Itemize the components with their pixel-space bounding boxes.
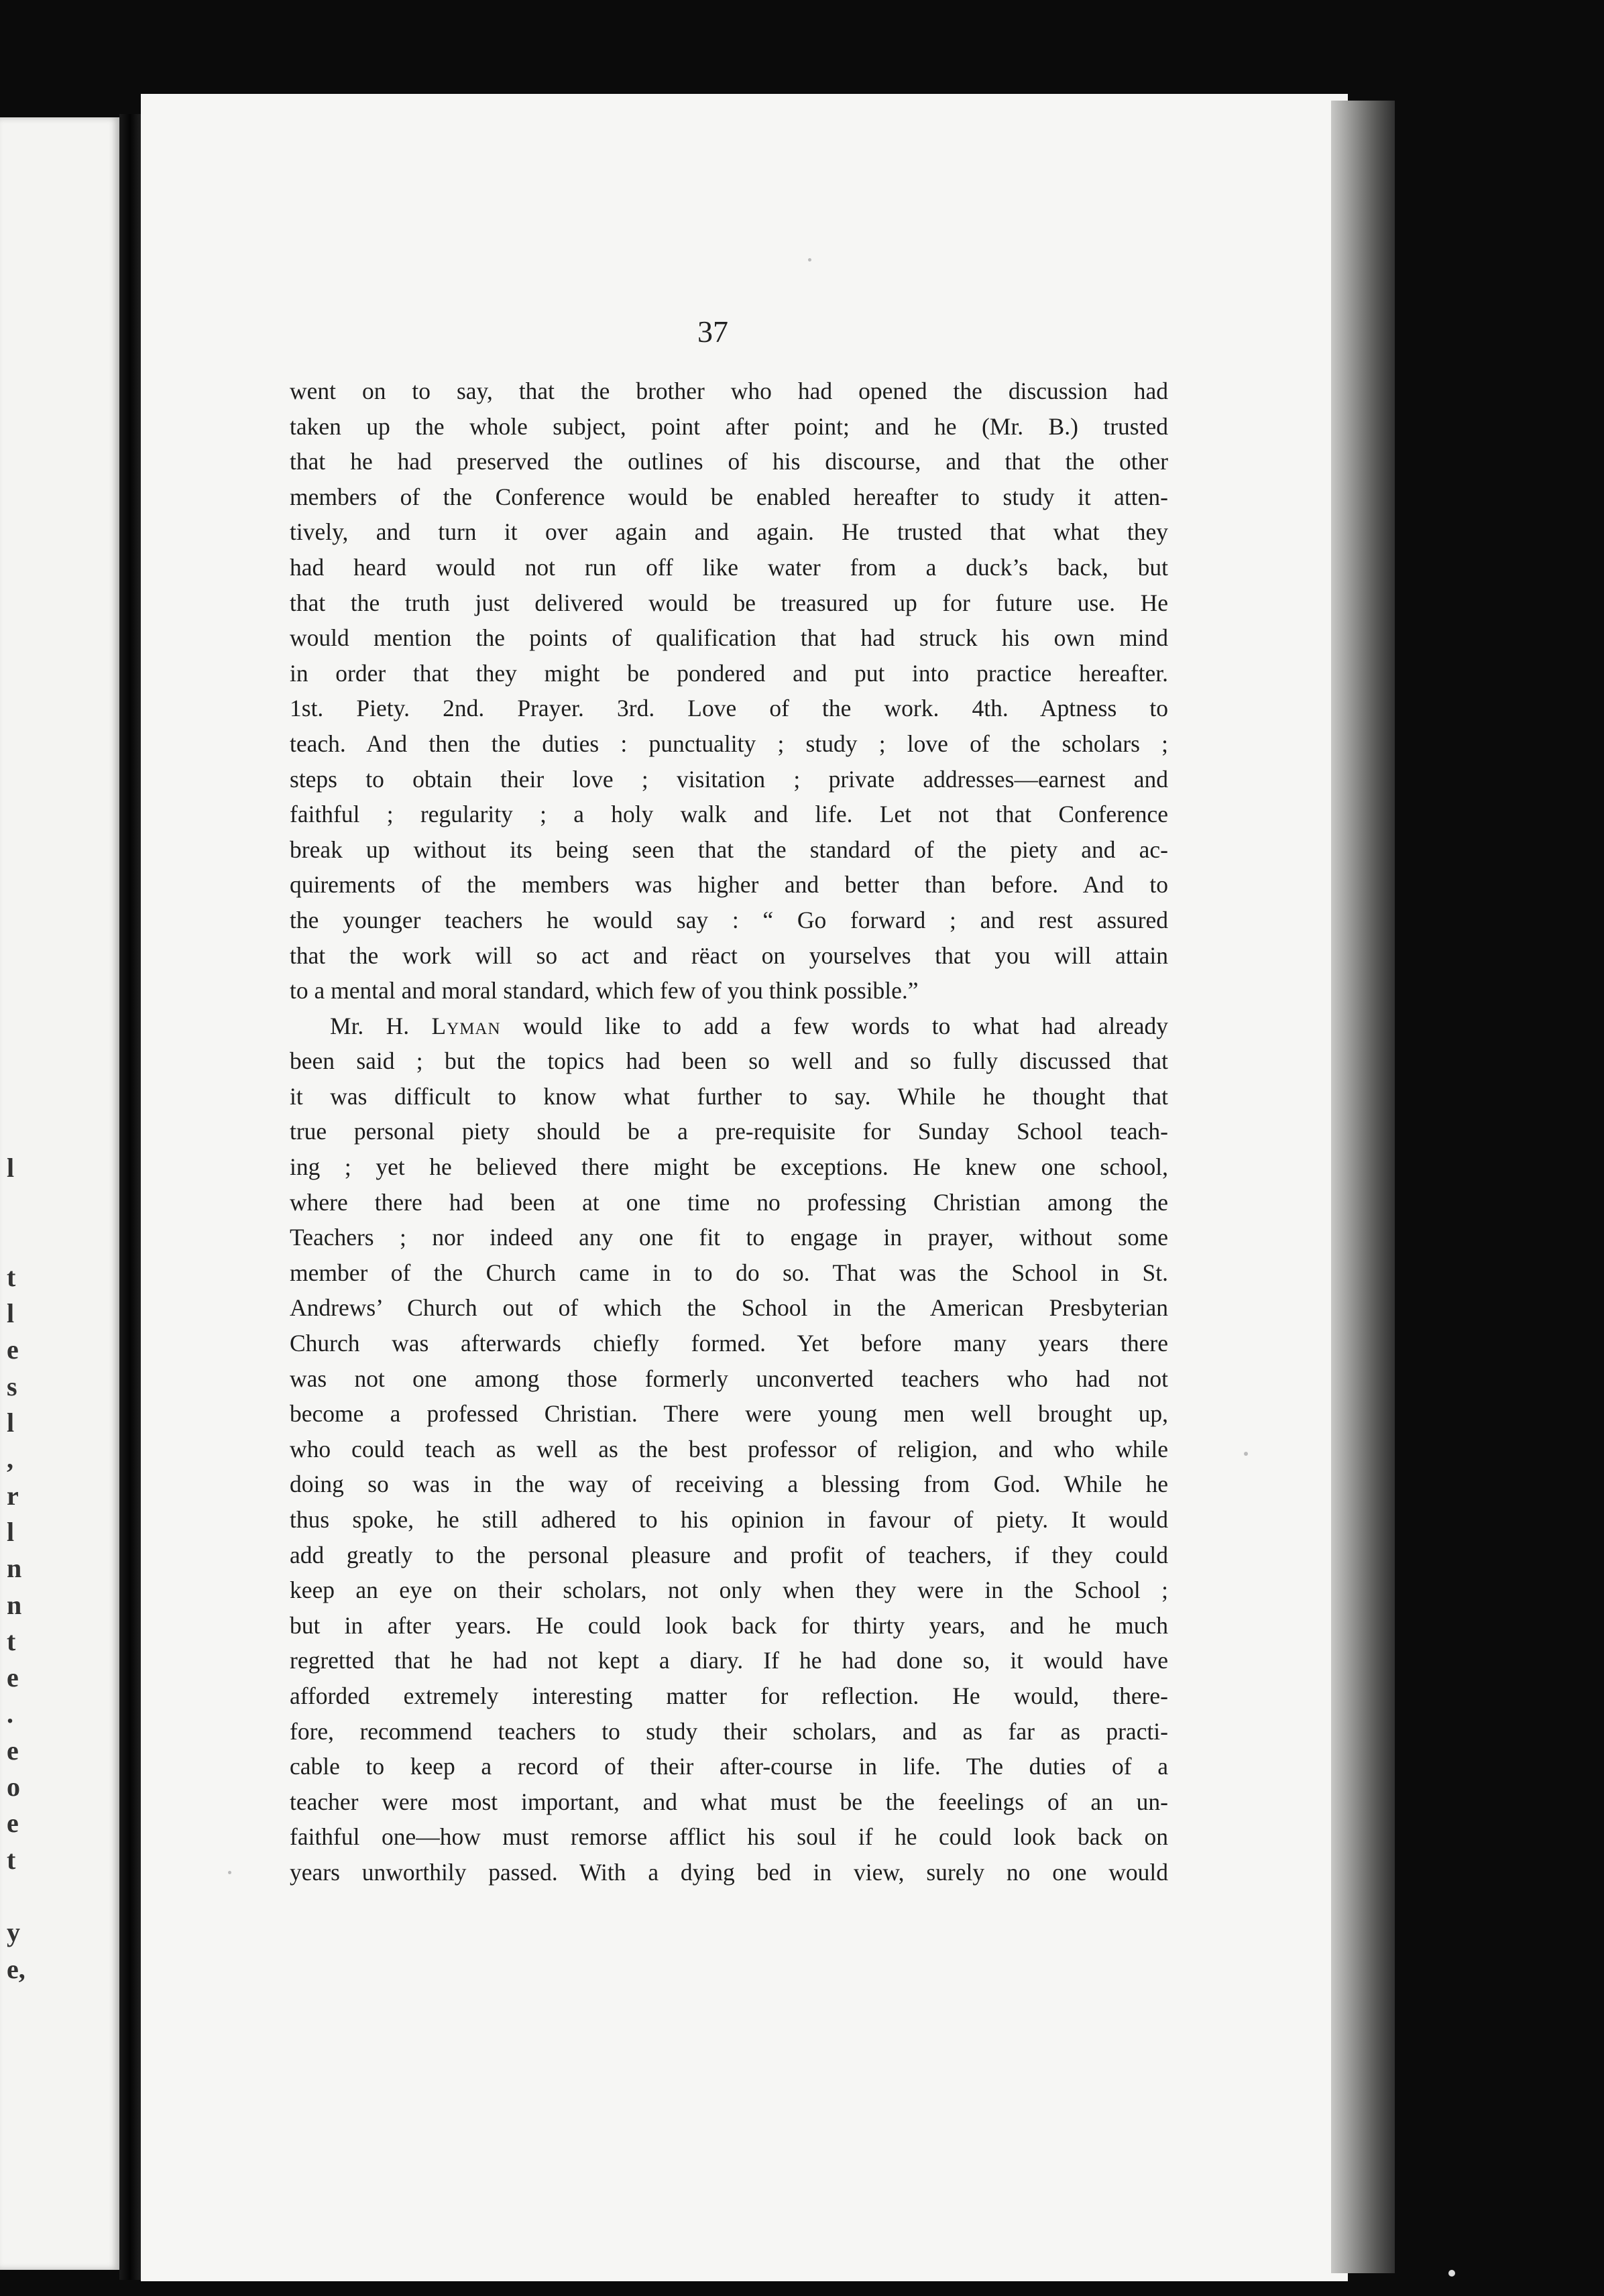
line-text: keep an eye on their scholars, not only when they were in the School ; (290, 1576, 1168, 1604)
text-line (290, 409, 1168, 445)
facing-page-char: t (7, 1844, 16, 1875)
facing-page-char: e (7, 1662, 19, 1693)
line-text: teacher were most important, and what must be the feeelings of an un- (290, 1788, 1168, 1815)
line-text: doing so was in the way of receiving a blessing from God. While he (290, 1471, 1168, 1498)
text-line (290, 1572, 1168, 1608)
facing-page-char: t (7, 1625, 16, 1656)
text-line (290, 1432, 1168, 1467)
text-line (290, 1819, 1168, 1855)
text-line (290, 550, 1168, 585)
line-text: who could teach as well as the best professor of religion, and who while (290, 1435, 1168, 1462)
text-line (290, 1502, 1168, 1538)
paper-speck (808, 258, 811, 262)
text-line (290, 585, 1168, 621)
line-text: thus spoke, he still adhered to his opinion in favour of piety. It would (290, 1506, 1168, 1533)
text-line (290, 656, 1168, 691)
line-text: that the work will so act and rëact on yourselves that you will attain (290, 941, 1168, 969)
text-line (290, 1079, 1168, 1114)
speaker-name: Lyman (431, 1012, 501, 1039)
line-text: afforded extremely interesting matter for reflection. He would, there- (290, 1682, 1168, 1709)
facing-page-char: . (7, 1699, 13, 1729)
book-gutter (119, 114, 141, 2280)
facing-page-char: e (7, 1334, 19, 1365)
text-line (290, 867, 1168, 903)
facing-page-char: t (7, 1261, 16, 1292)
line-text: regretted that he had not kept a diary. If he had done so, it would have (290, 1647, 1168, 1674)
line-text: cable to keep a record of their after-course in life. The duties of a (290, 1753, 1168, 1780)
line-text: tively, and turn it over again and again. He trusted that what they (290, 518, 1168, 546)
line-text: it was difficult to know what further to say. While he thought that (290, 1082, 1168, 1110)
facing-page-char: l (7, 1516, 15, 1547)
text-line (290, 479, 1168, 515)
paper-speck (228, 1871, 231, 1874)
paper-speck (1244, 1452, 1248, 1456)
text-line (290, 444, 1168, 479)
facing-page-char: e, (7, 1953, 25, 1984)
line-text: steps to obtain their love ; visitation ; private addresses—earnest and (290, 765, 1168, 793)
facing-page-char: n (7, 1553, 22, 1584)
line-text: true personal piety should be a pre-requisite for Sunday School teach- (290, 1118, 1168, 1145)
text-line (290, 1220, 1168, 1255)
line-text: but in after years. He could look back for thirty years, and he much (290, 1611, 1168, 1639)
text-line (290, 797, 1168, 832)
facing-page-char: e (7, 1808, 19, 1839)
text-line (290, 1255, 1168, 1291)
text-line (290, 762, 1168, 797)
line-text: break up without its being seen that the standard of the piety and ac- (290, 836, 1168, 863)
text-line (290, 1538, 1168, 1573)
text-line (290, 1467, 1168, 1502)
facing-page-char: r (7, 1480, 19, 1511)
text-line (290, 1185, 1168, 1220)
text-line (290, 1784, 1168, 1820)
text-line (290, 1149, 1168, 1185)
text-line (290, 1043, 1168, 1079)
facing-page-char: l (7, 1408, 15, 1438)
facing-page-char: e (7, 1735, 19, 1766)
line-text: become a professed Christian. There were young men well brought up, (290, 1400, 1168, 1428)
text-line (290, 1114, 1168, 1149)
line-text: Church was afterwards chiefly formed. Yet before many years there (290, 1330, 1168, 1357)
line-text: the younger teachers he would say : “ Go forward ; and rest assured (290, 906, 1168, 933)
text-line (290, 1714, 1168, 1749)
line-text: years unworthily passed. With a dying bed in view, surely no one would (290, 1858, 1168, 1886)
text-line (290, 938, 1168, 974)
line-text: that he had preserved the outlines of his discourse, and that the other (290, 448, 1168, 475)
text-line (290, 1749, 1168, 1784)
text-line (290, 1643, 1168, 1678)
line-text: where there had been at one time no professing Christian among the (290, 1188, 1168, 1216)
line-text: fore, recommend teachers to study their scholars, and as far as practi- (290, 1717, 1168, 1745)
facing-page-char: y (7, 1917, 20, 1948)
text-line (290, 1290, 1168, 1326)
line-text: add greatly to the personal pleasure and profit of teachers, if they could (290, 1541, 1168, 1568)
speaker-prefix: Mr. H. (330, 1012, 432, 1039)
text-line (290, 973, 1168, 1009)
line-text: 1st. Piety. 2nd. Prayer. 3rd. Love of the work. 4th. Aptness to (290, 695, 1168, 722)
line-text: quirements of the members was higher and better than before. And to (290, 871, 1168, 899)
facing-page-char: o (7, 1772, 20, 1802)
line-text: member of the Church came in to do so. That was the School in St. (290, 1259, 1168, 1286)
page-edge-shadow (1331, 101, 1395, 2273)
line-text: went on to say, that the brother who had opened the discussion had (290, 378, 1168, 404)
facing-page (0, 117, 119, 2270)
text-line (290, 691, 1168, 726)
text-line (290, 1361, 1168, 1397)
facing-page-char: l (7, 1298, 15, 1329)
line-text: was not one among those formerly unconverted teachers who had not (290, 1365, 1168, 1392)
facing-page-char: , (7, 1444, 13, 1475)
text-line (290, 1678, 1168, 1714)
line-text: members of the Conference would be enabled hereafter to study it atten- (290, 483, 1168, 510)
facing-page-char: n (7, 1589, 22, 1620)
text-line (290, 1608, 1168, 1644)
facing-page-text-edge (7, 1150, 34, 1988)
line-text: that the truth just delivered would be treasured up for future use. He (290, 589, 1168, 616)
text-line (290, 726, 1168, 762)
line-text: would mention the points of qualification that had struck his own mind (290, 624, 1168, 652)
text-line (290, 1009, 1168, 1044)
text-line (290, 514, 1168, 550)
text-line (290, 1396, 1168, 1432)
line-text: Andrews’ Church out of which the School in the American Presbyterian (290, 1294, 1168, 1322)
facing-page-char (7, 1223, 34, 1259)
line-text: faithful ; regularity ; a holy walk and life. Let not that Conference (290, 801, 1168, 828)
text-line (290, 1326, 1168, 1361)
line-text: would like to add a few words to what had already (500, 1012, 1168, 1039)
line-text: Teachers ; nor indeed any one fit to engage in prayer, without some (290, 1224, 1168, 1251)
line-text: had heard would not run off like water from a duck’s back, but (290, 553, 1168, 581)
facing-page-char: s (7, 1371, 17, 1401)
page-number: 37 (697, 314, 728, 349)
paper-speck (1448, 2270, 1455, 2277)
text-line (290, 903, 1168, 938)
line-text: teach. And then the duties : punctuality ; study ; love of the scholars ; (290, 730, 1168, 757)
facing-page-char (7, 1186, 34, 1222)
text-line (290, 832, 1168, 868)
text-line (290, 1855, 1168, 1890)
line-text: faithful one—how must remorse afflict his soul if he could look back on (290, 1823, 1168, 1851)
text-line (290, 374, 1168, 409)
line-text: taken up the whole subject, point after point; and he (Mr. B.) trusted (290, 412, 1168, 440)
facing-page-char (7, 1878, 34, 1914)
body-text (290, 374, 1168, 1890)
line-text: ing ; yet he believed there might be exceptions. He knew one school, (290, 1153, 1168, 1181)
line-text: in order that they might be pondered and put into practice hereafter. (290, 659, 1168, 687)
facing-page-char: l (7, 1153, 15, 1183)
text-line (290, 620, 1168, 656)
line-text: to a mental and moral standard, which few of you think possible.” (290, 977, 919, 1005)
line-text: been said ; but the topics had been so well and so fully discussed that (290, 1047, 1168, 1075)
